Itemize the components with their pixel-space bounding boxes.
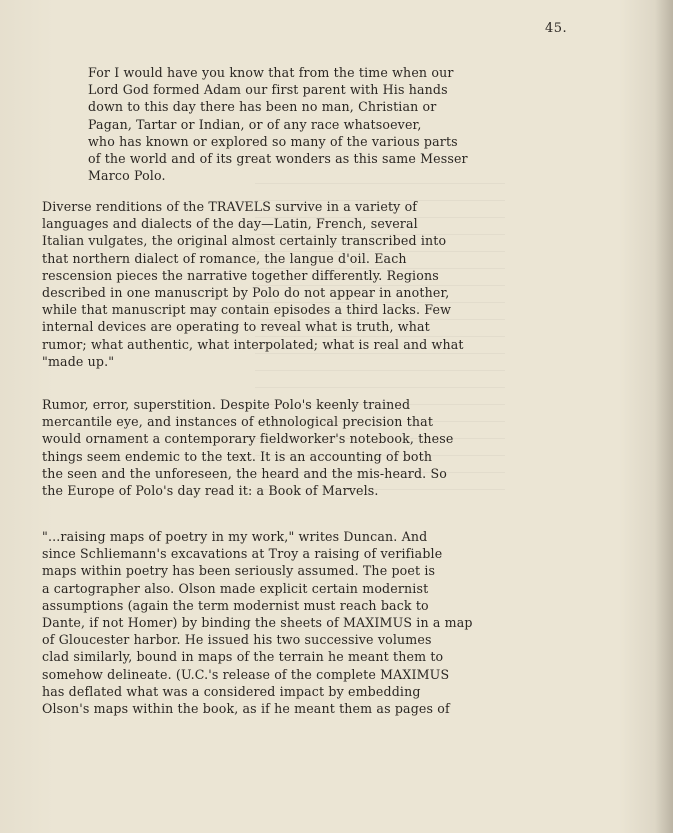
paragraph-line: the seen and the unforeseen, the heard and the mis-heard. So [42, 465, 448, 481]
paragraph-line: languages and dialects of the day—Latin, French, several [42, 216, 418, 232]
paragraph-line: rescension pieces the narrative together differently. Regions [42, 267, 439, 283]
paragraph-line: has deflated what was a considered impact by embedding [42, 683, 421, 699]
paragraph-line: rumor; what authentic, what interpolated; what is real and what [42, 336, 464, 352]
paragraph-line: somehow delineate. (U.C.'s release of the complete MAXIMUS [42, 666, 450, 682]
paragraph-line: clad similarly, bound in maps of the terrain he meant them to [42, 649, 444, 665]
paragraph-maps-of-poetry [42, 528, 473, 717]
paragraph-line: maps within poetry has been seriously assumed. The poet is [42, 563, 436, 579]
paragraph-line: Diverse renditions of the TRAVELS survive in a variety of [42, 199, 418, 214]
page-number: 45. [545, 21, 568, 36]
paragraph-line: mercantile eye, and instances of ethnological precision that [42, 414, 434, 430]
quote-line: Lord God formed Adam our first parent with His hands [88, 82, 448, 98]
paragraph-line: assumptions (again the term modernist must reach back to [42, 597, 429, 613]
quote-line: down to this day there has been no man, Christian or [88, 99, 437, 115]
quote-line: Marco Polo. [88, 168, 166, 184]
paragraph-line: "made up." [42, 353, 115, 369]
paragraph-line: "...raising maps of poetry in my work," writes Duncan. And [42, 529, 428, 544]
quote-line: Pagan, Tartar or Indian, or of any race whatsoever, [88, 116, 422, 132]
quote-line: For I would have you know that from the time when our [88, 65, 454, 80]
paragraph-line: of Gloucester harbor. He issued his two successive volumes [42, 632, 432, 648]
paragraph-line: Rumor, error, superstition. Despite Polo's keenly trained [42, 397, 411, 412]
page-edge-shadow [655, 0, 673, 833]
paragraph-line: internal devices are operating to reveal what is truth, what [42, 319, 430, 335]
paragraph-rumor-error [42, 396, 454, 499]
paragraph-line: that northern dialect of romance, the langue d'oil. Each [42, 250, 407, 266]
paragraph-line: while that manuscript may contain episodes a third lacks. Few [42, 302, 452, 318]
paragraph-travels-renditions [42, 198, 464, 370]
paragraph-line: the Europe of Polo's day read it: a Book of Marvels. [42, 482, 379, 498]
paragraph-line: Dante, if not Homer) by binding the sheets of MAXIMUS in a map [42, 614, 473, 630]
paragraph-line: Olson's maps within the book, as if he meant them as pages of [42, 700, 450, 716]
quote-line: who has known or explored so many of the various parts [88, 133, 458, 149]
paragraph-line: described in one manuscript by Polo do not appear in another, [42, 284, 450, 300]
block-quote [88, 64, 468, 184]
paragraph-line: would ornament a contemporary fieldworker's notebook, these [42, 431, 454, 447]
paragraph-line: things seem endemic to the text. It is an accounting of both [42, 448, 433, 464]
paragraph-line: Italian vulgates, the original almost certainly transcribed into [42, 233, 447, 249]
quote-line: of the world and of its great wonders as this same Messer [88, 150, 468, 166]
paragraph-line: since Schliemann's excavations at Troy a raising of verifiable [42, 546, 443, 562]
paragraph-line: a cartographer also. Olson made explicit certain modernist [42, 580, 429, 596]
